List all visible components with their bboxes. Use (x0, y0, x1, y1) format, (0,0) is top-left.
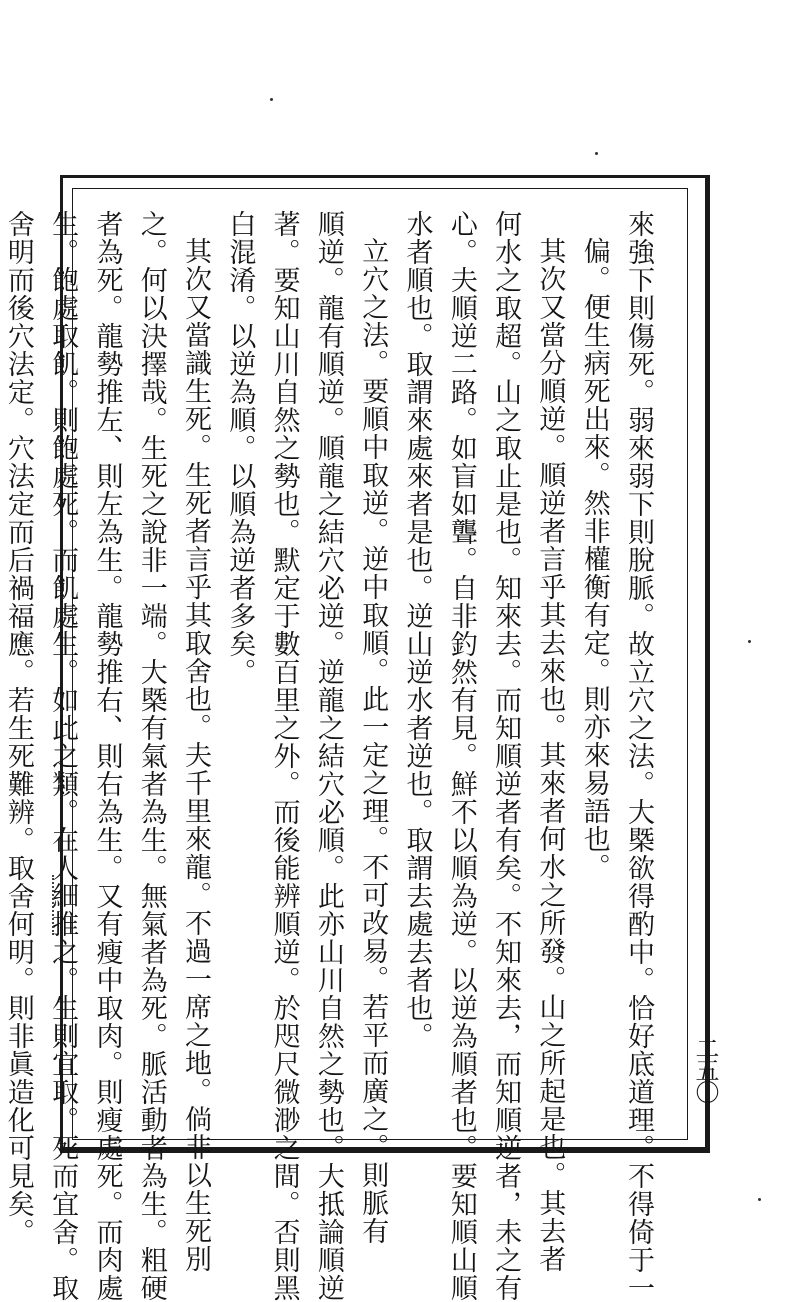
text-column-3: 其次又當分順逆。順逆者言乎其去來也。其來者何水之所發。山之所起是也。其去者 (534, 237, 566, 1273)
text-column-11: 其次又當識生死。生死者言乎其取舍也。夫千里來龍。不過一席之地。倘非以生死別 (180, 237, 212, 1273)
page-speck-2 (595, 152, 598, 155)
text-column-12: 之。何以決擇哉。生死之說非一端。大槩有氣者為生。無氣者為死。脈活動者為生。粗硬 (135, 210, 167, 1302)
text-column-9: 著。要知山川自然之勢也。默定于數百里之外。而後能辨順逆。於咫尺微渺之間。否則黑 (268, 210, 300, 1302)
page-number: 二五〇 (691, 1036, 719, 1102)
text-column-13: 者為死。龍勢推左、則左為生。龍勢推右、則右為生。又有瘦中取肉。則瘦處死。而肉處 (91, 210, 123, 1302)
text-column-4: 何水之取超。山之取止是也。知來去。而知順逆者有矣。不知來去，而知順逆者，未之有 (490, 210, 522, 1302)
page-speck-4 (758, 1198, 761, 1201)
text-column-6: 水者順也。取謂來處來者是也。逆山逆水者逆也。取謂去處去者也。 (401, 210, 433, 1050)
text-column-5: 心。夫順逆二路。如盲如聾。自非釣然有見。鮮不以順為逆。以逆為順者也。要知順山順 (445, 210, 477, 1302)
text-column-8: 順逆。龍有順逆。順龍之結穴必逆。逆龍之結穴必順。此亦山川自然之勢也。大抵論順逆 (312, 210, 344, 1302)
text-column-2: 偏。便生病死出來。然非權衡有定。則亦來易語也。 (578, 237, 610, 881)
page-speck-1 (270, 98, 273, 101)
text-column-14: 生。飽處取飢。則飽處死。而飢處生。如此之類。在人細推之。生則宜取。死而宜舍。取 (47, 210, 79, 1302)
text-column-7: 立穴之法。要順中取逆。逆中取順。此一定之理。不可改易。若平而廣之。則脈有 (357, 237, 389, 1245)
page-speck-3 (748, 640, 751, 643)
vertical-text-block (2, 210, 660, 1302)
text-column-10: 白混淆。以逆為順。以順為逆者多矣。 (224, 210, 256, 686)
text-column-1: 來強下則傷死。弱來弱下則脫脈。故立穴之法。大槩欲得酌中。恰好底道理。不得倚于一 (623, 210, 654, 1302)
text-column-15: 舍明而後穴法定。穴法定而后禍福應。若生死難辨。取舍何明。則非眞造化可見矣。 (2, 210, 34, 1246)
